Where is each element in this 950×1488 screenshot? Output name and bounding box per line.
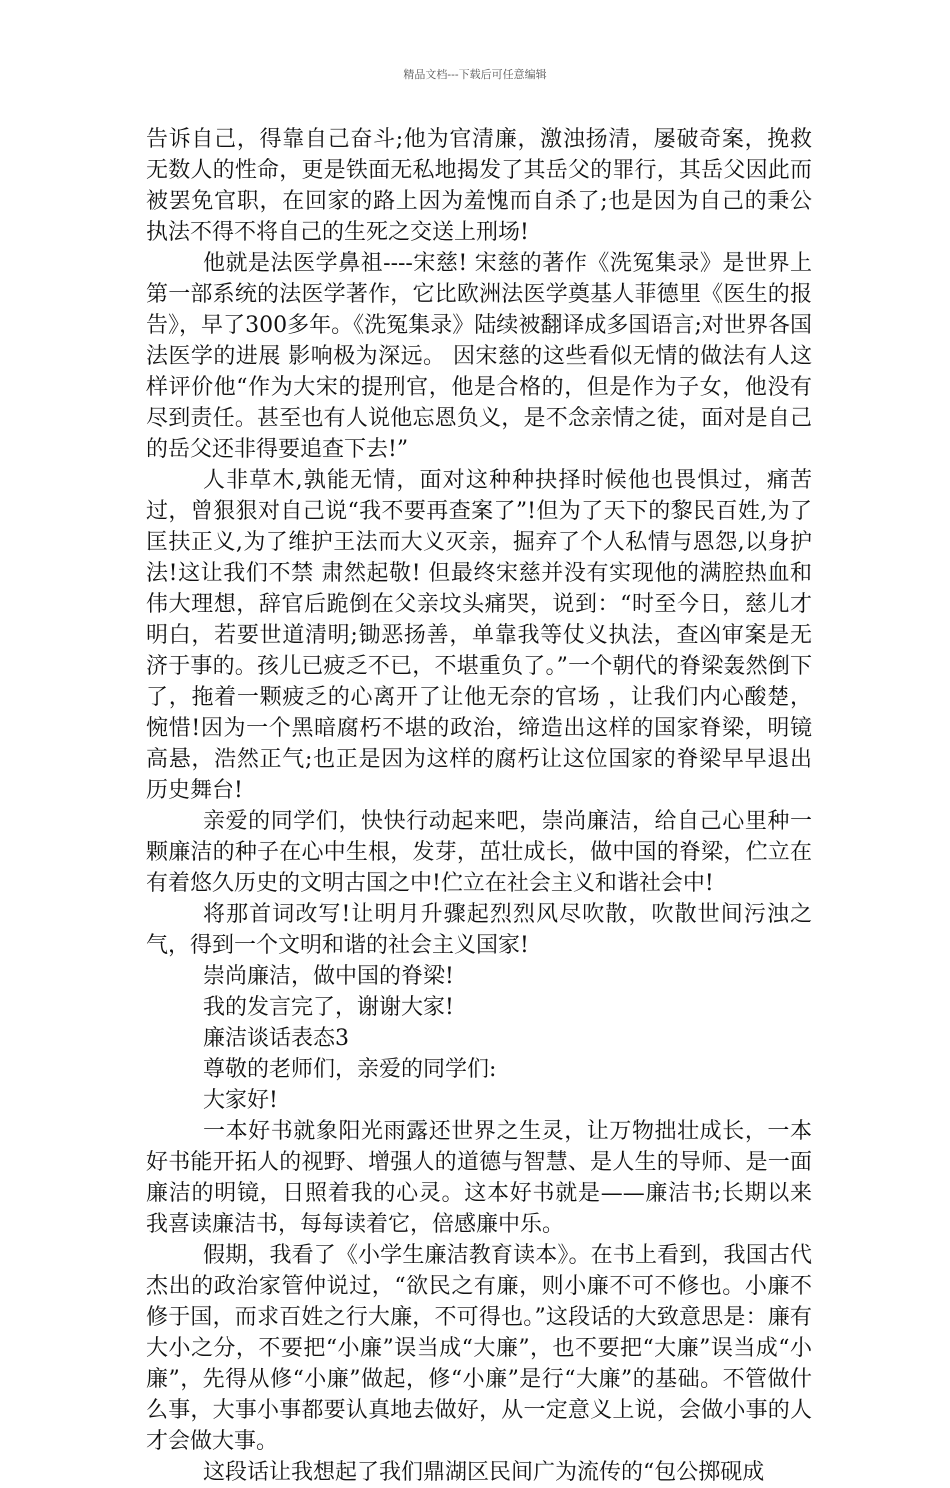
page-header: 精品文档---下载后可任意编辑 [403, 68, 547, 81]
paragraph: 我的发言完了，谢谢大家! [203, 995, 454, 1020]
paragraph: 他就是法医学鼻祖----宋慈! 宋慈的著作《洗冤集录》是世界上第一部系统的法医学著作，它比欧洲法医学奠基人菲德里《医生的报告》，早了300多年。《洗冤集录》陆续被翻译成多国语言;对世界各国法医学的进展 影响极为深远。 因宋慈的这些看似无情的做法有人这样评价他“作为大宋的提刑官，他是合格的，但是作为子女，他没有尽到责任。甚至也有人说他忘恩负义，是不念亲情之徒，面对是自己的岳父还非得要追查下去!” [146, 251, 812, 462]
paragraph: 人非草木,孰能无情，面对这种种抉择时候他也畏惧过，痛苦过，曾狠狠对自己说“我不要再查案了”!但为了天下的黎民百姓,为了匡扶正义,为了维护王法而大义灭亲，掘弃了个人私情与恩怨,以身护法!这让我们不禁 肃然起敬! 但最终宋慈并没有实现他的满腔热血和伟大理想，辞官后跪倒在父亲坟头痛哭，说到：“时至今日，慈儿才明白，若要世道清明;锄恶扬善，单靠我等仗义执法，查凶审案是无济于事的。孩儿已疲乏不已，不堪重负了。”一个朝代的脊梁轰然倒下了，拖着一颗疲乏的心离开了让他无奈的官场 ，让我们内心酸楚，惋惜!因为一个黑暗腐朽不堪的政治，缔造出这样的国家脊梁，明镜高悬，浩然正气;也正是因为这样的腐朽让这位国家的脊梁早早退出历史舞台! [146, 468, 812, 803]
paragraph: 假期，我看了《小学生廉洁教育读本》。在书上看到，我国古代杰出的政治家管仲说过，“欲民之有廉，则小廉不可不修也。小廉不修于国，而求百姓之行大廉，不可得也。”这段话的大致意思是：廉有大小之分，不要把“小廉”误当成“大廉”，也不要把“大廉”误当成“小廉”，先得从修“小廉”做起，修“小廉”是行“大廉”的基础。不管做什么事，大事小事都要认真地去做好，从一定意义上说，会做小事的人才会做大事。 [146, 1243, 812, 1454]
paragraph: 一本好书就象阳光雨露还世界之生灵，让万物拙壮成长，一本好书能开拓人的视野、增强人的道德与智慧、是人生的导师、是一面廉洁的明镜，日照着我的心灵。这本好书就是——廉洁书;长期以来我喜读廉洁书，每每读着它，倍感廉中乐。 [146, 1119, 812, 1237]
paragraph: 亲爱的同学们，快快行动起来吧，崇尚廉洁，给自己心里种一颗廉洁的种子在心中生根，发芽，茁壮成长，做中国的脊梁，伫立在有着悠久历史的文明古国之中!伫立在社会主义和谐社会中! [146, 809, 812, 896]
paragraph: 崇尚廉洁，做中国的脊梁! [203, 964, 454, 989]
paragraph: 将那首词改写!让明月升骤起烈烈风尽吹散，吹散世间污浊之气，得到一个文明和谐的社会主义国家! [146, 902, 812, 958]
greeting: 大家好! [203, 1088, 278, 1113]
salutation: 尊敬的老师们，亲爱的同学们: [203, 1057, 497, 1082]
paragraph: 这段话让我想起了我们鼎湖区民间广为流传的“包公掷砚成 [203, 1460, 765, 1485]
document-body [146, 124, 812, 1488]
paragraph: 告诉自己，得靠自己奋斗;他为官清廉，激浊扬清，屡破奇案，挽救无数人的性命，更是铁面无私地揭发了其岳父的罪行，其岳父因此而被罢免官职，在回家的路上因为羞愧而自杀了;也是因为自己的秉公执法不得不将自己的生死之交送上刑场! [146, 127, 812, 245]
section-heading: 廉洁谈话表态3 [203, 1026, 349, 1051]
